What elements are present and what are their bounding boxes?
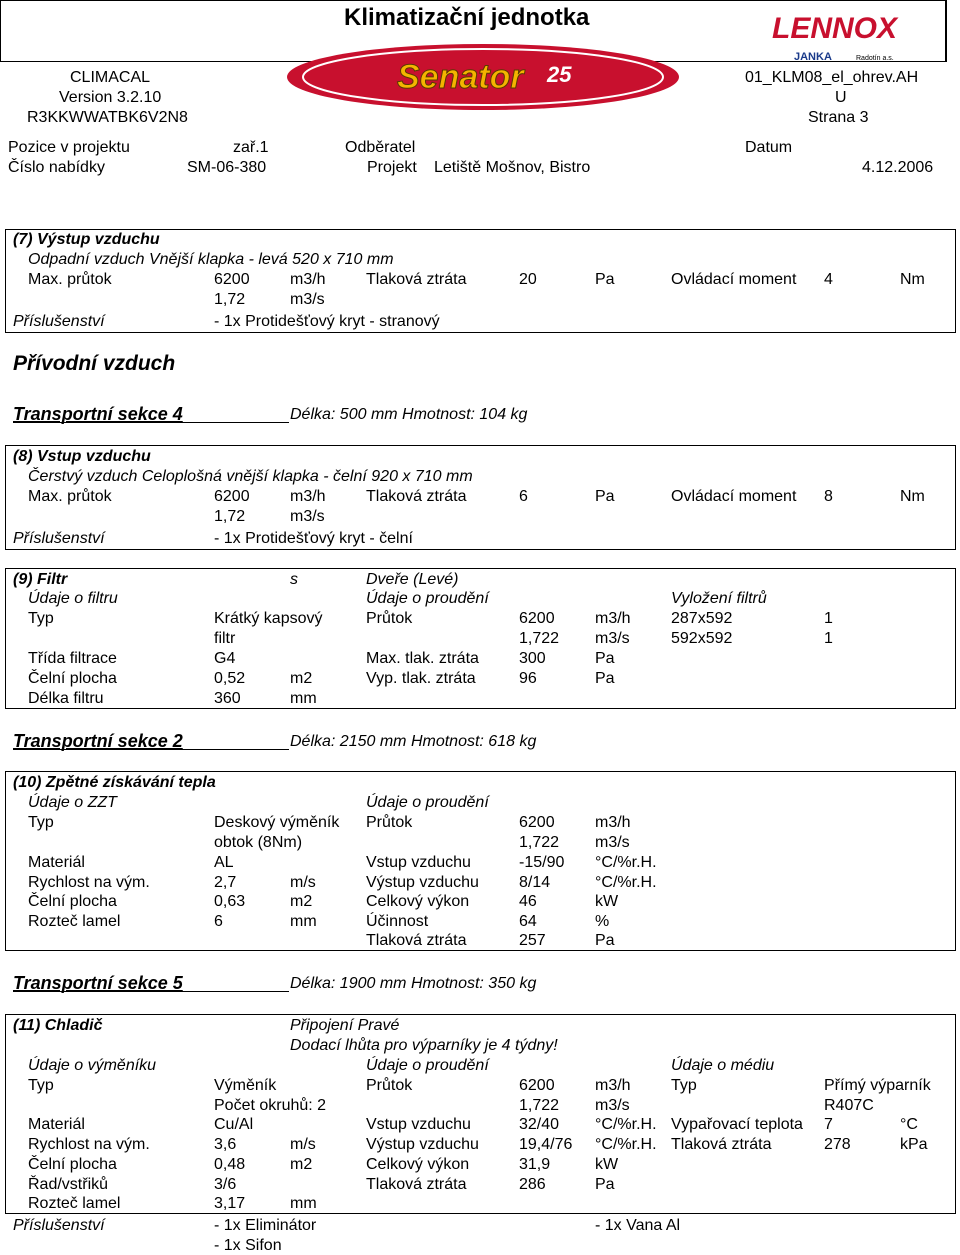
fin-pitch-unit: mm xyxy=(290,1195,317,1212)
file-name: 01_KLM08_el_ohrev.AH xyxy=(745,69,919,86)
filter-layout-heading: Vyložení filtrů xyxy=(671,590,767,607)
fin-pitch-value: 6 xyxy=(214,913,223,930)
accessory-siphon: - 1x Sifon xyxy=(214,1237,282,1254)
air-inlet-label: Vstup vzduchu xyxy=(366,1116,471,1133)
filter-size-2: 592x592 xyxy=(671,630,733,647)
flow-unit: m3/h xyxy=(595,1077,631,1094)
app-version: Version 3.2.10 xyxy=(59,89,162,106)
coil-data-heading: Údaje o výměníku xyxy=(28,1057,157,1074)
flow-data-heading: Údaje o proudění xyxy=(366,590,489,607)
odberatel-label: Odběratel xyxy=(345,139,416,156)
face-area-value: 0,52 xyxy=(214,670,246,687)
moment-label: Ovládací moment xyxy=(671,488,797,505)
medium-type-label: Typ xyxy=(671,1077,697,1094)
refrigerant: R407C xyxy=(824,1097,874,1114)
flow-unit: m3/h xyxy=(595,610,631,627)
pozice-label: Pozice v projektu xyxy=(8,139,130,156)
door-side: Dveře (Levé) xyxy=(366,571,459,588)
moment-unit: Nm xyxy=(900,488,925,505)
face-area-value: 0,48 xyxy=(214,1156,246,1173)
air-outlet-value: 19,4/76 xyxy=(519,1136,573,1153)
section-11-title: (11) Chladič xyxy=(13,1017,103,1034)
projekt-label: Projekt xyxy=(367,159,417,176)
type-label: Typ xyxy=(28,814,54,831)
datum-label: Datum xyxy=(745,139,793,156)
pressure-loss-value: 257 xyxy=(519,932,546,949)
face-area-label: Čelní plocha xyxy=(28,1156,117,1173)
section-heading-privod: Přívodní vzduch xyxy=(13,352,176,375)
transport-section-5-rule xyxy=(13,991,289,992)
flow-data-heading: Údaje o proudění xyxy=(366,1057,489,1074)
flow-value-2: 1,722 xyxy=(519,834,560,851)
transport-section-4-rule xyxy=(13,422,289,423)
pressure-loss-value: 20 xyxy=(519,271,537,288)
transport-section-5-info: Délka: 1900 mm Hmotnost: 350 kg xyxy=(290,975,537,992)
moment-label: Ovládací moment xyxy=(671,271,797,288)
evaporation-temp-unit: °C xyxy=(900,1116,918,1133)
air-inlet-value: 32/40 xyxy=(519,1116,560,1133)
moment-value: 8 xyxy=(824,488,833,505)
efficiency-label: Účinnost xyxy=(366,913,429,930)
section-8-title: (8) Vstup vzduchu xyxy=(13,448,151,465)
air-inlet-unit: °C/%r.H. xyxy=(595,854,657,871)
medium-pressure-loss-unit: kPa xyxy=(900,1136,928,1153)
pressure-loss-value: 6 xyxy=(519,488,528,505)
flow-value-2: 1,72 xyxy=(214,508,246,525)
janka-logo-sub: Radotín a.s. xyxy=(856,55,894,62)
face-area-label: Čelní plocha xyxy=(28,893,117,910)
hrv-data-heading: Údaje o ZZT xyxy=(28,794,117,811)
medium-data-heading: Údaje o médiu xyxy=(671,1057,775,1074)
section-7-desc: Odpadní vzduch Vnější klapka - levá 520 x 710 mm xyxy=(28,251,394,268)
transport-section-4-title: Transportní sekce 4 xyxy=(13,404,183,424)
transport-section-4-info: Délka: 500 mm Hmotnost: 104 kg xyxy=(290,406,528,423)
flow-label: Průtok xyxy=(366,1077,413,1094)
medium-pressure-loss-label: Tlaková ztráta xyxy=(671,1136,772,1153)
pressure-loss-unit: Pa xyxy=(595,932,615,949)
app-name: CLIMACAL xyxy=(70,69,151,86)
flow-unit: m3/h xyxy=(595,814,631,831)
face-area-unit: m2 xyxy=(290,1156,313,1173)
type-value-2: filtr xyxy=(214,630,236,647)
filter-count-2: 1 xyxy=(824,630,833,647)
total-power-label: Celkový výkon xyxy=(366,1156,470,1173)
projekt-value: Letiště Mošnov, Bistro xyxy=(434,159,591,176)
unit-code: R3KKWWATBK6V2N8 xyxy=(27,109,188,126)
velocity-unit: m/s xyxy=(290,1136,316,1153)
nabidka-label: Číslo nabídky xyxy=(8,159,105,176)
type-value-2: obtok (8Nm) xyxy=(214,834,303,851)
accessories-label: Příslušenství xyxy=(13,1217,105,1234)
fin-pitch-value: 3,17 xyxy=(214,1195,246,1212)
flow-unit: m3/h xyxy=(290,488,326,505)
document-title: Klimatizační jednotka xyxy=(344,4,590,31)
type-label: Typ xyxy=(28,1077,54,1094)
flow-unit-2: m3/s xyxy=(595,834,630,851)
medium-type-value: Přímý výparník xyxy=(824,1077,931,1094)
pressure-loss-unit: Pa xyxy=(595,1176,615,1193)
page-number: Strana 3 xyxy=(808,109,869,126)
moment-unit: Nm xyxy=(900,271,925,288)
filter-length-label: Délka filtru xyxy=(28,690,104,707)
filter-length-value: 360 xyxy=(214,690,241,707)
air-inlet-label: Vstup vzduchu xyxy=(366,854,471,871)
accessories-label: Příslušenství xyxy=(13,530,105,547)
total-power-unit: kW xyxy=(595,1156,619,1173)
flow-unit-2: m3/s xyxy=(595,630,630,647)
flow-value: 6200 xyxy=(519,1077,555,1094)
total-power-label: Celkový výkon xyxy=(366,893,470,910)
velocity-value: 3,6 xyxy=(214,1136,237,1153)
air-outlet-label: Výstup vzduchu xyxy=(366,1136,479,1153)
section-7-title: (7) Výstup vzduchu xyxy=(13,231,160,248)
flow-unit: m3/h xyxy=(290,271,326,288)
pressure-loss-value: 286 xyxy=(519,1176,546,1193)
nabidka-value: SM-06-380 xyxy=(187,159,267,176)
material-label: Materiál xyxy=(28,1116,85,1133)
pozice-value: zař.1 xyxy=(233,139,269,156)
flow-value-2: 1,722 xyxy=(519,630,560,647)
face-area-label: Čelní plocha xyxy=(28,670,117,687)
flow-data-heading: Údaje o proudění xyxy=(366,794,489,811)
max-pressure-loss-value: 300 xyxy=(519,650,546,667)
medium-pressure-loss-value: 278 xyxy=(824,1136,851,1153)
file-suffix: U xyxy=(835,89,847,106)
accessories-value: - 1x Protidešťový kryt - čelní xyxy=(214,530,413,547)
side-indicator: s xyxy=(290,571,298,588)
pressure-loss-unit: Pa xyxy=(595,271,615,288)
datum-value: 4.12.2006 xyxy=(862,159,934,176)
material-label: Materiál xyxy=(28,854,85,871)
total-power-value: 46 xyxy=(519,893,537,910)
flow-value-2: 1,72 xyxy=(214,291,246,308)
senator-logo-text: Senator xyxy=(397,58,524,96)
face-area-unit: m2 xyxy=(290,670,313,687)
face-area-unit: m2 xyxy=(290,893,313,910)
material-value: Cu/Al xyxy=(214,1116,254,1133)
pressure-loss-unit: Pa xyxy=(595,488,615,505)
accessory-drain-pan: - 1x Vana Al xyxy=(595,1217,681,1234)
flow-label: Průtok xyxy=(366,814,413,831)
max-flow-label: Max. průtok xyxy=(28,488,112,505)
calc-pressure-loss-unit: Pa xyxy=(595,670,615,687)
face-area-value: 0,63 xyxy=(214,893,246,910)
accessories-value: - 1x Protidešťový kryt - stranový xyxy=(214,313,440,330)
evaporation-temp-value: 7 xyxy=(824,1116,833,1133)
flow-value: 6200 xyxy=(214,271,250,288)
efficiency-unit: % xyxy=(595,913,610,930)
circuit-count: Počet okruhů: 2 xyxy=(214,1097,327,1114)
max-pressure-loss-label: Max. tlak. ztráta xyxy=(366,650,479,667)
total-power-value: 31,9 xyxy=(519,1156,551,1173)
pressure-loss-label: Tlaková ztráta xyxy=(366,932,467,949)
transport-section-2-title: Transportní sekce 2 xyxy=(13,731,183,751)
rows-label: Řad/vstřiků xyxy=(28,1176,109,1193)
flow-unit-2: m3/s xyxy=(595,1097,630,1114)
filter-length-unit: mm xyxy=(290,690,317,707)
evaporation-temp-label: Vypařovací teplota xyxy=(671,1116,803,1133)
flow-value-2: 1,722 xyxy=(519,1097,560,1114)
flow-unit-2: m3/s xyxy=(290,508,325,525)
connection-side: Připojení Pravé xyxy=(290,1017,400,1034)
filter-data-heading: Údaje o filtru xyxy=(28,590,118,607)
moment-value: 4 xyxy=(824,271,833,288)
type-value: Výměník xyxy=(214,1077,277,1094)
max-flow-label: Max. průtok xyxy=(28,271,112,288)
max-pressure-loss-unit: Pa xyxy=(595,650,615,667)
air-outlet-value: 8/14 xyxy=(519,874,551,891)
lennox-logo xyxy=(770,8,920,66)
total-power-unit: kW xyxy=(595,893,619,910)
filter-count-1: 1 xyxy=(824,610,833,627)
section-10-title: (10) Zpětné získávání tepla xyxy=(13,774,216,791)
efficiency-value: 64 xyxy=(519,913,537,930)
air-outlet-unit: °C/%r.H. xyxy=(595,874,657,891)
calc-pressure-loss-value: 96 xyxy=(519,670,537,687)
pressure-loss-label: Tlaková ztráta xyxy=(366,271,467,288)
air-outlet-label: Výstup vzduchu xyxy=(366,874,479,891)
material-value: AL xyxy=(214,854,234,871)
air-inlet-value: -15/90 xyxy=(519,854,565,871)
delivery-note: Dodací lhůta pro výparníky je 4 týdny! xyxy=(290,1037,558,1054)
flow-value: 6200 xyxy=(519,814,555,831)
velocity-unit: m/s xyxy=(290,874,316,891)
velocity-label: Rychlost na vým. xyxy=(28,1136,150,1153)
air-outlet-unit: °C/%r.H. xyxy=(595,1136,657,1153)
transport-section-5-title: Transportní sekce 5 xyxy=(13,973,183,993)
fin-pitch-unit: mm xyxy=(290,913,317,930)
flow-unit-2: m3/s xyxy=(290,291,325,308)
senator-logo xyxy=(285,42,682,112)
flow-label: Průtok xyxy=(366,610,413,627)
pressure-loss-label: Tlaková ztráta xyxy=(366,1176,467,1193)
type-value: Krátký kapsový xyxy=(214,610,323,627)
type-label: Typ xyxy=(28,610,54,627)
transport-section-2-rule xyxy=(13,749,289,750)
type-value: Deskový výměník xyxy=(214,814,340,831)
filter-class-value: G4 xyxy=(214,650,236,667)
air-inlet-unit: °C/%r.H. xyxy=(595,1116,657,1133)
fin-pitch-label: Rozteč lamel xyxy=(28,913,121,930)
rows-value: 3/6 xyxy=(214,1176,237,1193)
transport-section-2-info: Délka: 2150 mm Hmotnost: 618 kg xyxy=(290,733,537,750)
senator-logo-number: 25 xyxy=(547,62,572,87)
velocity-label: Rychlost na vým. xyxy=(28,874,150,891)
filter-size-1: 287x592 xyxy=(671,610,733,627)
pressure-loss-label: Tlaková ztráta xyxy=(366,488,467,505)
calc-pressure-loss-label: Vyp. tlak. ztráta xyxy=(366,670,476,687)
fin-pitch-label: Rozteč lamel xyxy=(28,1195,121,1212)
janka-logo-text: JANKA xyxy=(794,51,832,63)
flow-value: 6200 xyxy=(519,610,555,627)
section-9-title: (9) Filtr xyxy=(13,571,68,588)
accessories-label: Příslušenství xyxy=(13,313,105,330)
section-8-desc: Čerstvý vzduch Celoplošná vnější klapka - čelní 920 x 710 mm xyxy=(28,468,473,485)
filter-class-label: Třída filtrace xyxy=(28,650,117,667)
lennox-logo-text: LENNOX xyxy=(772,12,898,45)
velocity-value: 2,7 xyxy=(214,874,237,891)
accessory-eliminator: - 1x Eliminátor xyxy=(214,1217,317,1234)
flow-value: 6200 xyxy=(214,488,250,505)
